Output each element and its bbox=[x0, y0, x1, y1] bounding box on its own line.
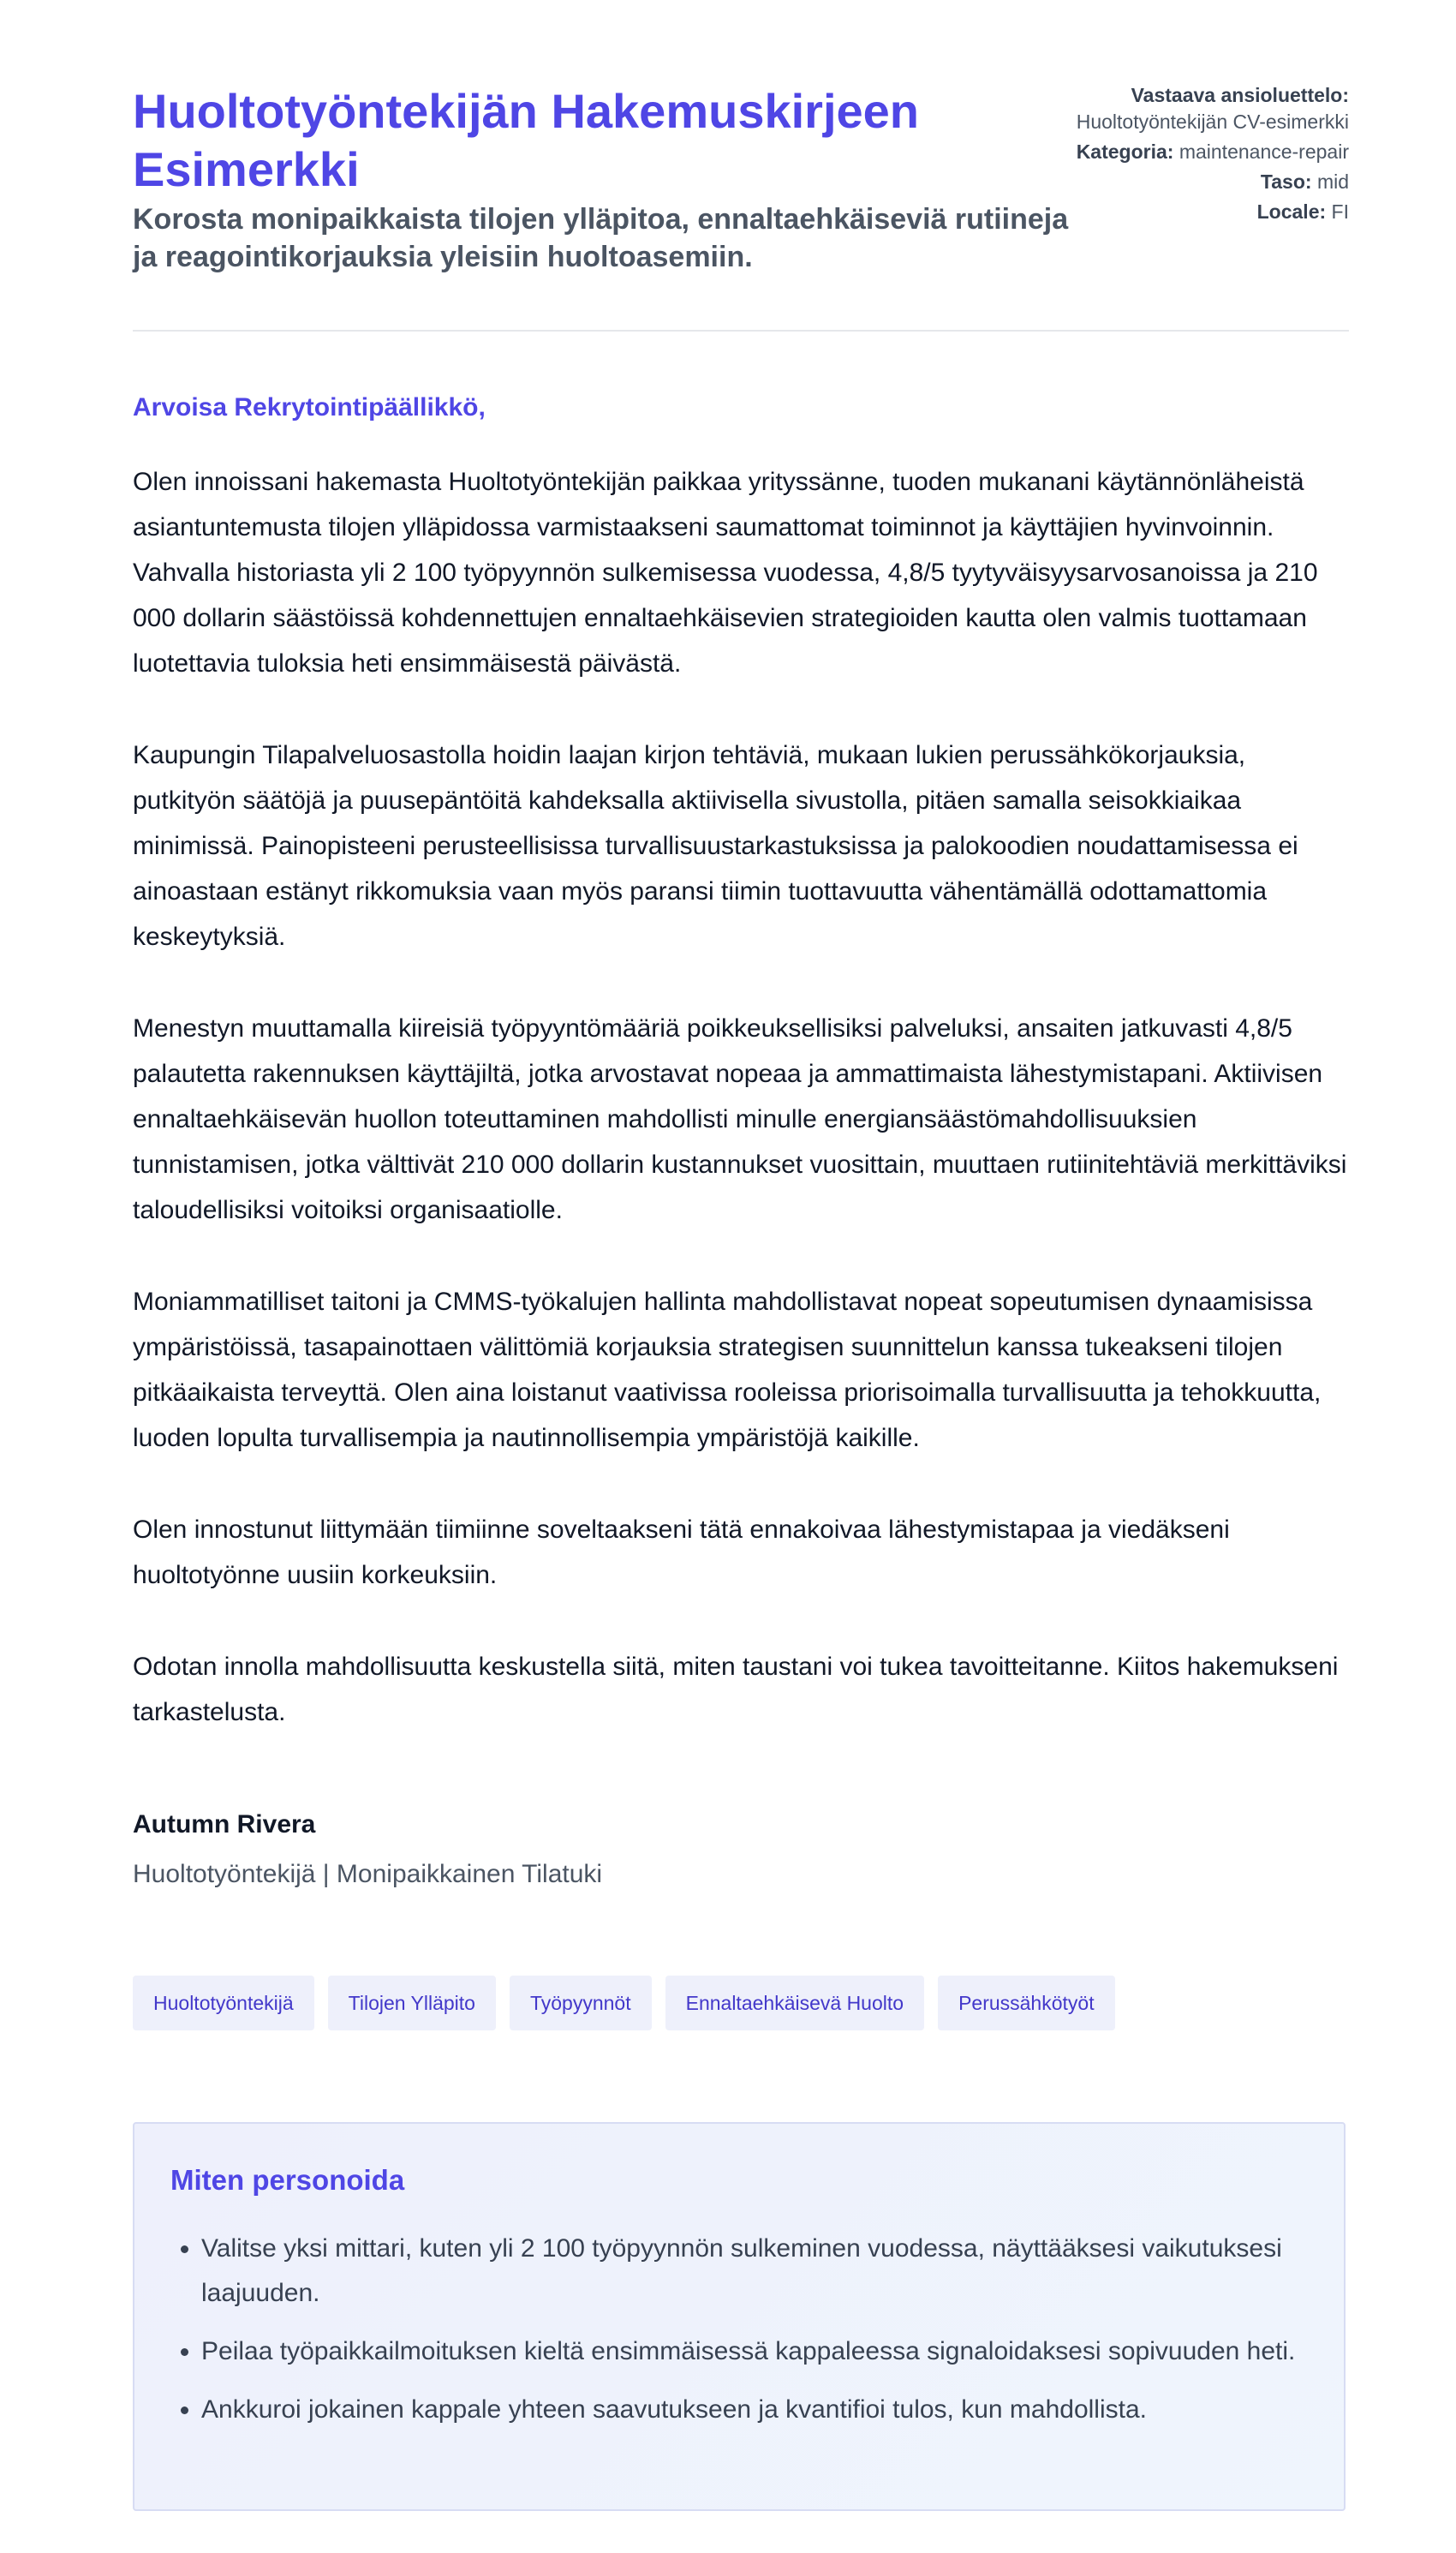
meta-value: maintenance-repair bbox=[1179, 141, 1349, 163]
meta-locale bbox=[1066, 199, 1349, 225]
page-subtitle: Korosta monipaikkaista tilojen ylläpitoa, ennaltaehkäiseviä rutiineja ja reagointikorjauksia yleisiin huoltoasemiin. bbox=[133, 203, 1069, 273]
meta-level bbox=[1066, 169, 1349, 195]
letter-body bbox=[133, 459, 1349, 1781]
cover-letter-page bbox=[133, 0, 1349, 2424]
tag: Ennaltaehkäisevä Huolto bbox=[665, 1976, 924, 2030]
letter-paragraph: Menestyn muuttamalla kiireisiä työpyyntömääriä poikkeuksellisiksi palveluksi, ansaiten jatkuvasti 4,8/5 palautetta rakennuksen käyttäjiltä, jotka arvostavat nopeaa ja ammattimaista lähestymistapani. Aktiivisen ennaltaehkäisevän huollon toteuttaminen mahdollisti minulle energiansäästömahdollisuuksien tunnistamisen, jotka välttivät 210 000 dollarin kustannukset vuosittain, muuttaen rutiinitehtäviä merkittäviksi taloudellisiksi voitoiksi organisaatiolle. bbox=[133, 1014, 1347, 1224]
meta-value: FI bbox=[1331, 200, 1349, 223]
signature-role: Huoltotyöntekijä | Monipaikkainen Tilatuki bbox=[133, 1860, 603, 1888]
meta-key: Taso: bbox=[1260, 170, 1312, 193]
tips-list bbox=[170, 2227, 1315, 2446]
tip-item: • Peilaa työpaikkailmoituksen kieltä ensimmäisessä kappaleessa signaloidaksesi sopivuuden heti. bbox=[201, 2329, 1315, 2374]
letter-paragraph: Moniammatilliset taitoni ja CMMS-työkalujen hallinta mahdollistavat nopeat sopeutumisen dynaamisissa ympäristöissä, tasapainottaen välittömiä korjauksia strategisen suunnittelun kanssa tukeakseni tilojen pitkäaikaista terveyttä. Olen aina loistanut vaativissa rooleissa priorisoimalla turvallisuutta ja tehokkuutta, luoden lopulta turvallisempia ja nautinnollisempia ympäristöjä kaikille. bbox=[133, 1288, 1322, 1452]
meta-related-resume bbox=[1066, 82, 1349, 135]
tip-item: • Valitse yksi mittari, kuten yli 2 100 työpyynnön sulkeminen vuodessa, näyttääksesi vaikutuksesi laajuuden. bbox=[201, 2227, 1315, 2316]
meta-category bbox=[1066, 139, 1349, 165]
letter-paragraph: Kaupungin Tilapalveluosastolla hoidin laajan kirjon tehtäviä, mukaan lukien perussähkökorjauksia, putkityön säätöjä ja puusepäntöitä kahdeksalla aktiivisella sivustolla, pitäen samalla seisokkiaikaa minimissä. Painopisteeni perusteellisissa turvallisuustarkastuksissa ja palokoodien noudattamisessa ei ainoastaan estänyt rikkomuksia vaan myös paransi tiimin tuottavuutta vähentämällä odottamattomia keskeytyksiä. bbox=[133, 741, 1298, 951]
page-title: Huoltotyöntekijän Hakemuskirjeen Esimerkki bbox=[133, 84, 920, 196]
meta-key: Kategoria: bbox=[1076, 141, 1174, 163]
tips-title: Miten personoida bbox=[170, 2164, 405, 2196]
page-header bbox=[133, 0, 1349, 332]
tag: Tilojen Ylläpito bbox=[328, 1976, 496, 2030]
tag-list bbox=[133, 1976, 1115, 2030]
tip-item: • Ankkuroi jokainen kappale yhteen saavutukseen ja kvantifioi tulos, kun mahdollista. bbox=[201, 2388, 1315, 2432]
tag: Huoltotyöntekijä bbox=[133, 1976, 314, 2030]
salutation: Arvoisa Rekrytointipäällikkö, bbox=[133, 393, 486, 422]
letter-paragraph: Odotan innolla mahdollisuutta keskustella siitä, miten taustani voi tukea tavoitteitanne. Kiitos hakemukseni tarkastelusta. bbox=[133, 1653, 1339, 1726]
letter-paragraph: Olen innoissani hakemasta Huoltotyöntekijän paikkaa yrityssänne, tuoden mukanani käytännönläheistä asiantuntemusta tilojen ylläpidossa varmistaakseni saumattomat toiminnot ja käyttäjien hyvinvoinnin. Vahvalla historiasta yli 2 100 työpyynnön sulkemisessa vuodessa, 4,8/5 tyytyväisyysarvosanoissa ja 210 000 dollarin säästöissä kohdennettujen ennaltaehkäisevien strategioiden kautta olen valmis tuottamaan luotettavia tuloksia heti ensimmäisestä päivästä. bbox=[133, 468, 1318, 678]
tag: Perussähkötyöt bbox=[938, 1976, 1115, 2030]
letter-paragraph: Olen innostunut liittymään tiimiinne soveltaakseni tätä ennakoivaa lähestymistapaa ja viedäkseni huoltotyönne uusiin korkeuksiin. bbox=[133, 1516, 1230, 1589]
title-block bbox=[133, 82, 1092, 276]
signature-block bbox=[133, 1808, 602, 1892]
meta-value: Huoltotyöntekijän CV-esimerkki bbox=[1076, 111, 1349, 133]
signature-name: Autumn Rivera bbox=[133, 1810, 316, 1839]
personalization-tips bbox=[133, 2122, 1346, 2511]
tag: Työpyynnöt bbox=[510, 1976, 652, 2030]
meta-key: Locale: bbox=[1256, 200, 1327, 223]
meta-value: mid bbox=[1316, 170, 1349, 193]
meta-key: Vastaava ansioluettelo: bbox=[1131, 84, 1349, 106]
meta-panel bbox=[1066, 82, 1349, 229]
